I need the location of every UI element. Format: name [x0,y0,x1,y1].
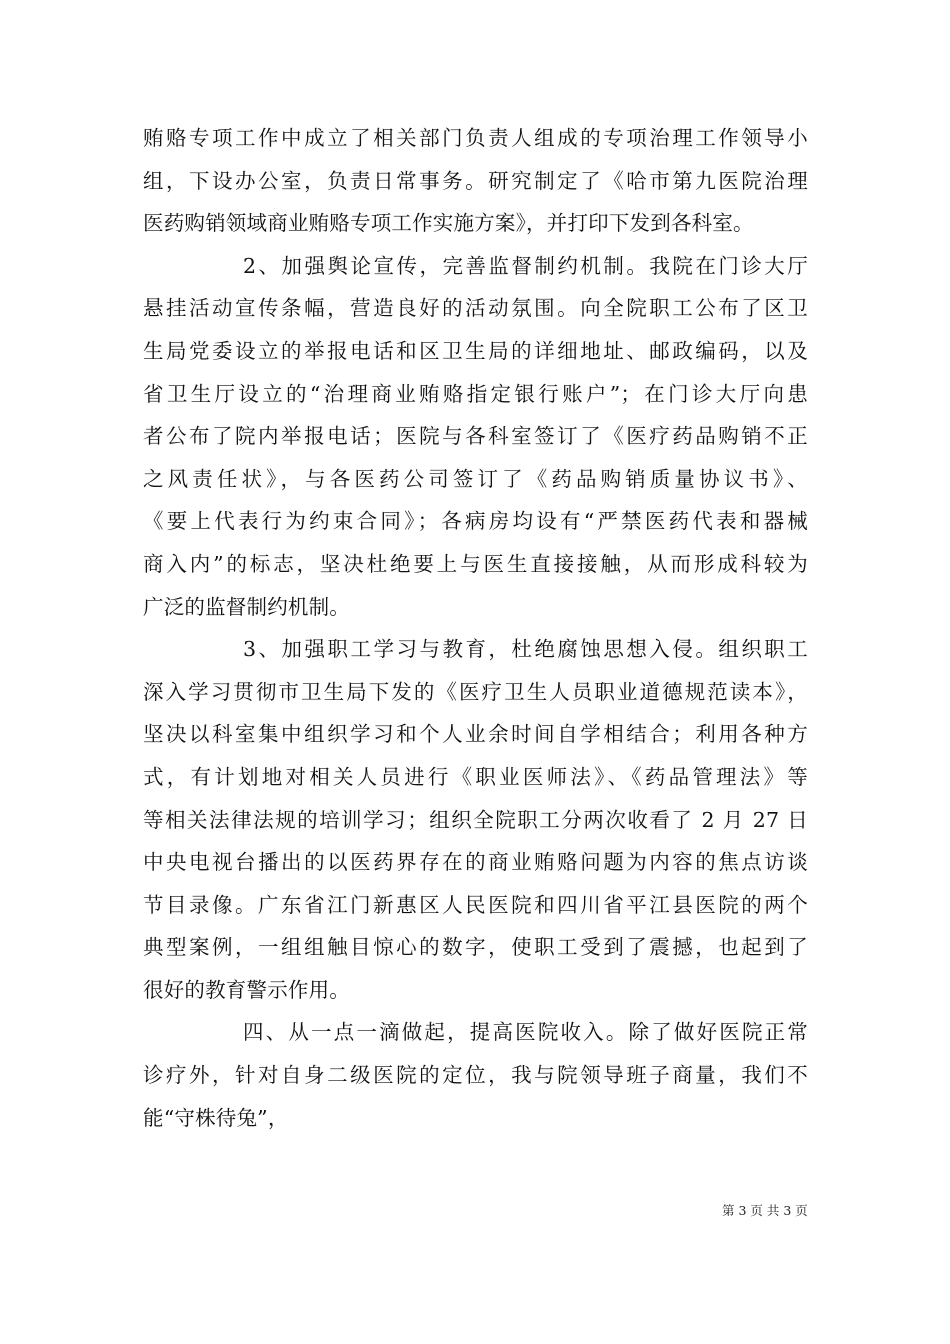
text-line: 深入学习贯彻市卫生局下发的《医疗卫生人员职业道德规范读本》， [143,679,808,704]
page-number: 第 3 页 共 3 页 [722,1203,808,1218]
text-line: 能“守株待兔”， [143,1105,289,1130]
text-line: 广泛的监督制约机制。 [143,594,350,619]
paragraph [143,117,808,245]
text-line: 组，下设办公室，负责日常事务。研究制定了《哈市第九医院治理 [143,168,808,193]
text-line: 等相关法律法规的培训学习；组织全院职工分两次收看了 2 月 27 日 [143,807,808,832]
text-line: 2、加强舆论宣传，完善监督制约机制。我院在门诊大厅 [243,253,808,278]
text-line: 四、从一点一滴做起，提高医院收入。除了做好医院正常 [243,1020,808,1045]
text-line: 中央电视台播出的以医药界存在的商业贿赂问题为内容的焦点访谈 [143,850,808,875]
text-line: 者公布了院内举报电话；医院与各科室签订了《医疗药品购销不正 [143,424,808,449]
text-line: 3、加强职工学习与教育，杜绝腐蚀思想入侵。组织职工 [243,637,808,662]
text-line: 坚决以科室集中组织学习和个人业余时间自学相结合；利用各种方 [143,722,808,747]
paragraph [143,1011,808,1139]
text-line: 式，有计划地对相关人员进行《职业医师法》、《药品管理法》等 [143,764,808,789]
text-line: 节目录像。广东省江门新惠区人民医院和四川省平江县医院的两个 [143,892,808,917]
paragraph [143,628,808,1011]
text-line: 生局党委设立的举报电话和区卫生局的详细地址、邮政编码，以及 [143,338,808,363]
text-line: 很好的教育警示作用。 [143,977,350,1002]
text-line: 医药购销领域商业贿赂专项工作实施方案》，并打印下发到各科室。 [143,211,754,236]
text-line: 《要上代表行为约束合同》；各病房均设有“严禁医药代表和器械 [143,509,808,534]
text-line: 悬挂活动宣传条幅，营造良好的活动氛围。向全院职工公布了区卫 [143,296,808,321]
text-line: 省卫生厅设立的“治理商业贿赂指定银行账户”；在门诊大厅向患 [143,381,808,406]
text-line: 商入内”的标志，坚决杜绝要上与医生直接接触，从而形成科较为 [143,551,808,576]
paragraph [143,245,808,628]
text-line: 贿赂专项工作中成立了相关部门负责人组成的专项治理工作领导小 [143,126,808,150]
body-text [143,117,808,1139]
text-line: 之风责任状》，与各医药公司签订了《药品购销质量协议书》、 [143,466,808,491]
text-line: 典型案例，一组组触目惊心的数字，使职工受到了震撼，也起到了 [143,935,808,960]
text-line: 诊疗外，针对自身二级医院的定位，我与院领导班子商量，我们不 [143,1063,808,1088]
